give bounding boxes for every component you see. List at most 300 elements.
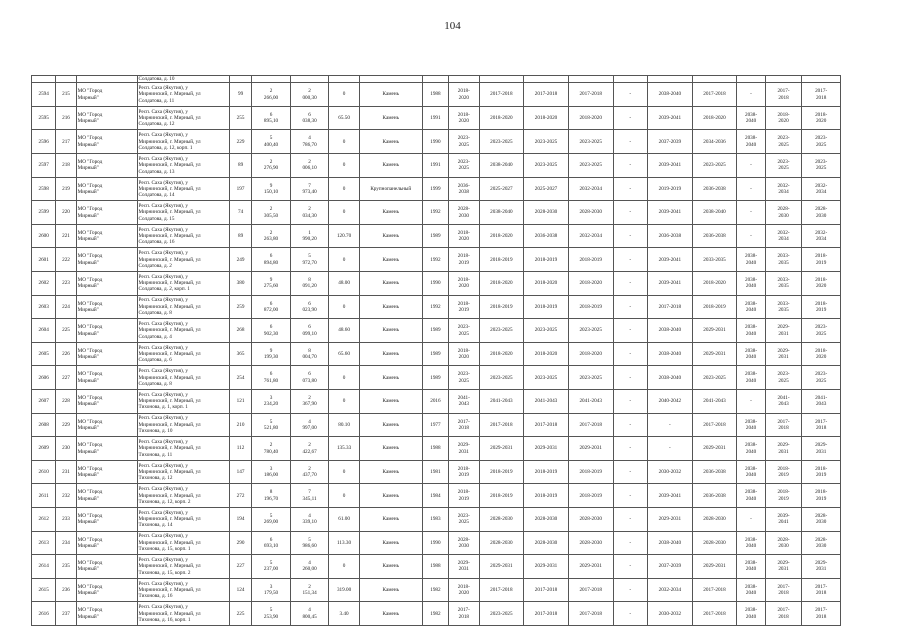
row-index: 2607 [32,390,56,414]
period-heating-upper: 2029- [777,324,790,331]
period-elevator: 2037-2039 [648,555,693,579]
period-basement: 2023-2025 [524,130,569,154]
address-cell [137,154,229,178]
period-gas: - [613,83,648,107]
total-area-upper: 5 [269,560,273,567]
period-water-upper: 2018- [815,277,828,284]
period-metering: - [737,177,765,201]
address-line: Мирнинский, г. Мирный, ул [138,303,201,310]
owner-cell [76,130,137,154]
nonresidential-area: 113.30 [329,531,359,555]
address-line: Респ. Саха (Якутия), у [138,273,188,280]
period-water-upper: 2023- [815,135,828,142]
table-row [32,390,841,414]
period-elevator: 2032-2034 [648,578,693,602]
owner-line: МО "Город [77,347,103,354]
row-index: 2613 [32,531,56,555]
address-cell [137,602,229,626]
row-number: 216 [56,106,76,130]
construction-year: 1983 [422,507,448,531]
period-roof-upper: 2018- [457,489,470,496]
row-index: 2604 [32,319,56,343]
period-engineering: 2018-2019 [568,460,613,484]
address-line: Мирнинский, г. Мирный, ул [138,445,201,452]
period-metering [737,531,765,555]
total-area-upper: 8 [269,489,273,496]
owner-line: МО "Город [77,536,103,543]
wall-material: Камень [359,83,422,107]
row-index: 2600 [32,224,56,248]
period-heating-upper: 2032- [777,182,790,189]
period-roof [449,224,479,248]
period-water [802,248,841,272]
period-basement: 2017-2018 [524,413,569,437]
period-metering-upper: 2038- [744,489,758,496]
owner-line: Мирный" [77,495,99,502]
period-roof [449,507,479,531]
period-engineering: 2028-2030 [568,531,613,555]
period-water-upper: 2032- [815,229,828,236]
living-area-upper: 6 [308,324,311,331]
period-roof-upper: 2018- [457,88,470,95]
address-line: Респ. Саха (Якутия), у [138,439,188,446]
row-number: 221 [56,224,76,248]
address-line: Тихонова, д. 16 [138,593,173,600]
period-facade: 2028-2030 [479,507,524,531]
living-area [290,390,329,414]
period-facade: 2017-2018 [479,578,524,602]
period-metering-upper: 2038- [744,324,758,331]
wall-material: Камень [359,106,422,130]
address-line: Респ. Саха (Якутия), у [138,557,188,564]
row-number: 223 [56,272,76,296]
period-foundation: 2029-2031 [692,437,737,461]
period-water-lower: 2019 [815,306,827,313]
period-facade: 2018-2020 [479,106,524,130]
continuation-row [32,76,841,83]
period-water-upper: 2018- [815,489,828,496]
living-area-upper: 7 [308,489,311,496]
apartments-count: 147 [229,460,251,484]
total-area-lower: 305,50 [263,212,279,219]
period-engineering: 2018-2020 [568,106,613,130]
wall-material: Камень [359,224,422,248]
period-heating-lower: 2030 [778,212,789,219]
period-roof-upper: 2018- [457,300,470,307]
period-basement: 2028-2030 [524,507,569,531]
total-area [252,154,291,178]
address-line: Тихонова, д. 10 [138,428,173,435]
period-elevator: 2038-2040 [648,366,693,390]
period-roof [449,390,479,414]
total-area-upper: 5 [269,512,273,519]
period-gas: - [613,507,648,531]
period-metering-lower: 2040 [745,448,757,455]
address-cell [137,578,229,602]
address-line: Респ. Саха (Якутия), у [138,391,188,398]
living-area-upper: 8 [308,277,311,284]
period-roof [449,437,479,461]
apartments-count: 89 [229,154,251,178]
row-index: 2602 [32,272,56,296]
period-roof-lower: 2025 [458,377,470,384]
period-roof-upper: 2029- [457,560,470,567]
period-roof [449,83,479,107]
living-area [290,83,329,107]
construction-year: 1990 [422,130,448,154]
apartments-count: 112 [229,437,251,461]
period-roof [449,484,479,508]
period-roof-upper: 2023- [457,512,470,519]
total-area [252,578,291,602]
construction-year: 1977 [422,413,448,437]
total-area-upper: 3 [269,583,273,590]
row-index: 2606 [32,366,56,390]
total-area [252,460,291,484]
empty-cell [56,76,76,83]
period-gas: - [613,531,648,555]
address-line: Респ. Саха (Якутия), у [138,533,188,540]
living-area [290,602,329,626]
period-metering-upper: 2038- [744,300,758,307]
living-area [290,437,329,461]
period-metering-upper: 2038- [744,442,758,449]
living-area-upper: 2 [308,442,311,449]
period-water-lower: 2034 [815,236,827,243]
living-area-lower: 997,00 [302,424,317,431]
construction-year: 1990 [422,531,448,555]
wall-material: Камень [359,201,422,225]
living-area-lower: 023,90 [302,306,317,313]
empty-cell [359,76,422,83]
owner-cell [76,154,137,178]
total-area-upper: 6 [269,253,273,260]
total-area-upper: 2 [269,229,273,236]
period-heating-upper: 2029- [777,442,790,449]
period-water-lower: 2031 [815,448,827,455]
nonresidential-area: 3.40 [329,602,359,626]
period-water [802,201,841,225]
period-heating [765,248,802,272]
period-metering-upper: 2038- [744,347,758,354]
period-facade: 2023-2025 [479,602,524,626]
period-metering: - [737,390,765,414]
period-water-upper: 2029- [815,560,828,567]
period-elevator: 2039-2041 [648,248,693,272]
period-engineering: 2018-2019 [568,248,613,272]
period-heating [765,130,802,154]
address-line: Мирнинский, г. Мирный, ул [138,610,201,617]
owner-cell [76,555,137,579]
period-heating [765,83,802,107]
table-row [32,413,841,437]
period-water-lower: 2030 [815,519,827,526]
period-metering [737,460,765,484]
address-cell [137,106,229,130]
construction-year: 1981 [422,460,448,484]
period-foundation: 2018-2020 [692,272,737,296]
nonresidential-area: 0 [329,177,359,201]
apartments-count: 124 [229,578,251,602]
construction-year: 1992 [422,248,448,272]
row-number: 220 [56,201,76,225]
period-water-lower: 2043 [815,401,827,408]
owner-cell [76,531,137,555]
construction-year: 1988 [422,555,448,579]
owner-line: Мирный" [77,472,99,479]
owner-line: Мирный" [77,566,99,573]
period-heating-upper: 2023- [777,371,790,378]
owner-line: МО "Город [77,560,103,567]
owner-cell [76,295,137,319]
period-roof-lower: 2020 [458,283,470,290]
owner-cell [76,319,137,343]
wall-material: Камень [359,366,422,390]
address-cell [137,555,229,579]
period-heating-lower: 2019 [778,472,789,479]
apartments-count: 290 [229,531,251,555]
owner-cell [76,390,137,414]
period-metering: - [737,224,765,248]
owner-cell [76,484,137,508]
row-number: 233 [56,507,76,531]
table-row [32,272,841,296]
period-basement: 2017-2018 [524,83,569,107]
address-line: Мирнинский, г. Мирный, ул [138,280,201,287]
period-water-lower: 2018 [815,94,827,101]
construction-year: 1989 [422,224,448,248]
total-area-lower: 693,10 [263,542,279,549]
apartments-count: 99 [229,83,251,107]
address-cell [137,177,229,201]
period-water-upper: 2017- [815,583,828,590]
living-area-upper: 4 [308,560,311,567]
address-line: Мирнинский, г. Мирный, ул [138,492,201,499]
period-gas: - [613,366,648,390]
period-basement: 2018-2020 [524,106,569,130]
living-area-lower: 034,30 [302,212,317,219]
total-area-upper: 9 [269,182,273,189]
period-foundation: 2041-2043 [692,390,737,414]
period-metering-lower: 2040 [745,613,757,620]
address-line: Респ. Саха (Якутия), у [138,250,188,257]
period-facade: 2029-2031 [479,437,524,461]
period-heating-upper: 2033- [777,253,790,260]
period-foundation: 2017-2018 [692,83,737,107]
total-area-upper: 3 [269,395,273,402]
address-line: Солдатова, д. 4 [138,333,172,340]
period-water-lower: 2025 [815,330,827,337]
owner-line: Мирный" [77,519,99,526]
period-metering-upper: 2038- [744,607,758,614]
address-line: Мирнинский, г. Мирный, ул [138,516,201,523]
address-line: Мирнинский, г. Мирный, ул [138,209,201,216]
living-area-lower: 973,40 [302,188,317,195]
period-water-lower: 2025 [815,141,827,148]
period-roof-upper: 2036- [457,182,470,189]
period-heating-upper: 2039- [777,512,790,519]
total-area-lower: 894,80 [263,259,279,266]
period-water [802,272,841,296]
period-heating-upper: 2033- [777,300,790,307]
nonresidential-area: 319.00 [329,578,359,602]
period-engineering: 2023-2025 [568,154,613,178]
row-index: 2609 [32,437,56,461]
period-facade: 2018-2020 [479,342,524,366]
period-gas: - [613,130,648,154]
period-foundation: 2029-2031 [692,555,737,579]
period-metering: - [737,154,765,178]
period-water-lower: 2018 [815,424,827,431]
living-area-lower: 786,70 [302,141,317,148]
period-heating-lower: 2031 [778,566,789,573]
housing-register-table [31,75,841,626]
period-elevator: 2037-2039 [648,130,693,154]
period-engineering: 2018-2019 [568,484,613,508]
period-roof-lower: 2025 [458,165,470,172]
period-metering: - [737,507,765,531]
address-line: Респ. Саха (Якутия), у [138,462,188,469]
period-roof [449,106,479,130]
period-engineering: 2028-2030 [568,201,613,225]
address-line: Респ. Саха (Якутия), у [138,368,188,375]
period-water-upper: 2029- [815,442,828,449]
owner-line: Мирный" [77,542,99,549]
period-gas: - [613,295,648,319]
row-number: 217 [56,130,76,154]
living-area-upper: 1 [308,229,311,236]
period-heating-upper: 2028- [777,536,790,543]
period-water [802,83,841,107]
owner-line: Мирный" [77,401,99,408]
address-line: Респ. Саха (Якутия), у [138,509,188,516]
empty-cell [479,76,524,83]
empty-cell [229,76,251,83]
wall-material: Камень [359,154,422,178]
period-engineering: 2032-2034 [568,224,613,248]
row-number: 235 [56,555,76,579]
nonresidential-area: 0 [329,366,359,390]
total-area-lower: 872,00 [263,306,279,313]
period-basement: 2018-2019 [524,248,569,272]
owner-line: МО "Город [77,512,103,519]
period-water-upper: 2023- [815,324,828,331]
total-area [252,295,291,319]
period-water [802,295,841,319]
period-roof-upper: 2041- [457,395,470,402]
address-line: Респ. Саха (Якутия), у [138,486,188,493]
total-area [252,437,291,461]
total-area-lower: 275,60 [263,283,279,290]
period-basement: 2023-2025 [524,366,569,390]
wall-material: Камень [359,578,422,602]
row-index: 2598 [32,177,56,201]
living-area-lower: 151,34 [302,590,317,597]
apartments-count: 89 [229,224,251,248]
total-area-upper: 2 [269,88,273,95]
period-elevator: 2039-2041 [648,272,693,296]
construction-year: 1984 [422,484,448,508]
period-gas: - [613,484,648,508]
period-facade: 2018-2020 [479,224,524,248]
construction-year: 1982 [422,578,448,602]
empty-cell [449,76,479,83]
nonresidential-area: 0 [329,484,359,508]
address-cell [137,319,229,343]
period-water-upper: 2032- [815,182,828,189]
period-roof-upper: 2029- [457,442,470,449]
row-index: 2610 [32,460,56,484]
address-cell [137,390,229,414]
row-number: 236 [56,578,76,602]
period-roof [449,602,479,626]
address-line: Респ. Саха (Якутия), у [138,179,188,186]
table-row [32,578,841,602]
period-metering [737,295,765,319]
living-area-upper: 4 [308,418,311,425]
owner-line: МО "Город [77,159,103,166]
period-roof [449,272,479,296]
wall-material: Камень [359,555,422,579]
period-facade: 2018-2019 [479,248,524,272]
period-heating-lower: 2031 [778,448,789,455]
nonresidential-area: 0 [329,154,359,178]
address-cell [137,130,229,154]
period-heating-upper: 2017- [777,607,790,614]
period-gas: - [613,460,648,484]
period-roof-upper: 2023- [457,371,470,378]
row-number: 224 [56,295,76,319]
wall-material: Камень [359,319,422,343]
period-water-lower: 2025 [815,377,827,384]
owner-line: МО "Город [77,206,103,213]
period-metering-upper: 2038- [744,371,758,378]
period-gas: - [613,413,648,437]
owner-cell [76,413,137,437]
total-area-upper: 5 [269,418,273,425]
period-heating-upper: 2017- [777,418,790,425]
empty-cell [32,76,56,83]
total-area-upper: 9 [269,277,273,284]
period-basement: 2018-2020 [524,272,569,296]
period-roof-lower: 2019 [458,472,470,479]
period-heating [765,437,802,461]
period-engineering: 2029-2031 [568,437,613,461]
period-foundation: 2036-2038 [692,177,737,201]
period-foundation: 2036-2038 [692,224,737,248]
period-basement: 2018-2019 [524,484,569,508]
row-number: 218 [56,154,76,178]
period-heating-upper: 2018- [777,489,790,496]
wall-material: Камень [359,413,422,437]
row-index: 2595 [32,106,56,130]
address-line: Солдатова, д. 14 [138,192,175,199]
living-area [290,342,329,366]
owner-cell [76,248,137,272]
owner-line: МО "Город [77,442,103,449]
period-heating-upper: 2017- [777,88,790,95]
apartments-count: 121 [229,390,251,414]
table-row [32,177,841,201]
row-index: 2611 [32,484,56,508]
period-foundation: 2028-2030 [692,507,737,531]
nonresidential-area: 65.60 [329,342,359,366]
address-cell [137,531,229,555]
living-area-lower: 990,20 [302,236,317,243]
period-heating-lower: 2031 [778,330,789,337]
period-roof-upper: 2018- [457,253,470,260]
row-number: 219 [56,177,76,201]
